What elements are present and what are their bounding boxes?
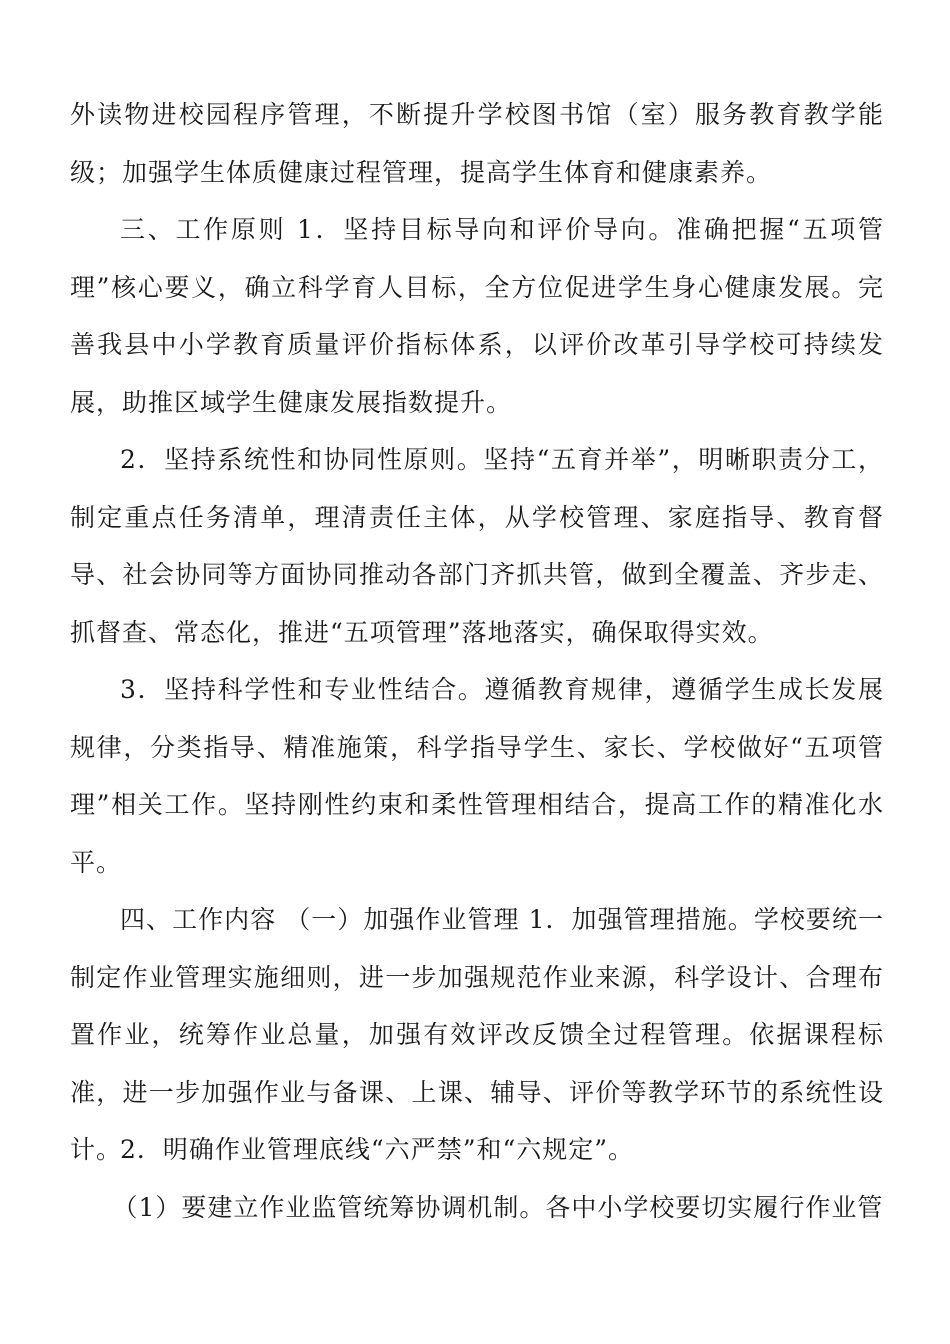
paragraph-homework-rules: 2．明确作业管理底线“六严禁”和“六规定”。 (120, 1135, 635, 1164)
paragraph-continuation: 外读物进校园程序管理，不断提升学校图书馆（室）服务教育教学能级；加强学生体质健康过程管理，提高学生体育和健康素养。 (70, 100, 884, 187)
paragraph-principle-3: 3．坚持科学性和专业性结合。遵循教育规律，遵循学生成长发展规律，分类指导、精准施策，科学指导学生、家长、学校做好“五项管理”相关工作。坚持刚性约束和柔性管理相结合，提高工作的精准化水平。 (70, 675, 884, 877)
paragraph-item-1: （1）要建立作业监管统筹协调机制。各中小学校要切实履行作业管 (112, 1193, 884, 1222)
paragraph-work-content: 四、工作内容 （一）加强作业管理 1．加强管理措施。学校要统一制定作业管理实施细则，进一步加强规范作业来源，科学设计、合理布置作业，统筹作业总量，加强有效评改反馈全过程管理。依据课程标准，进一步加强作业与备课、上课、辅导、评价等教学环节的系统性设计。 (70, 905, 884, 1164)
paragraph-work-principles: 三、工作原则 1．坚持目标导向和评价导向。准确把握“五项管理”核心要义，确立科学育人目标，全方位促进学生身心健康发展。完善我县中小学教育质量评价指标体系，以评价改革引导学校可持续发展，助推区域学生健康发展指数提升。 (70, 215, 884, 417)
paragraph-principle-2: 2．坚持系统性和协同性原则。坚持“五育并举”，明晰职责分工，制定重点任务清单，理清责任主体，从学校管理、家庭指导、教育督导、社会协同等方面协同推动各部门齐抓共管，做到全覆盖、齐步走、抓督查、常态化，推进“五项管理”落地落实，确保取得实效。 (70, 445, 884, 647)
